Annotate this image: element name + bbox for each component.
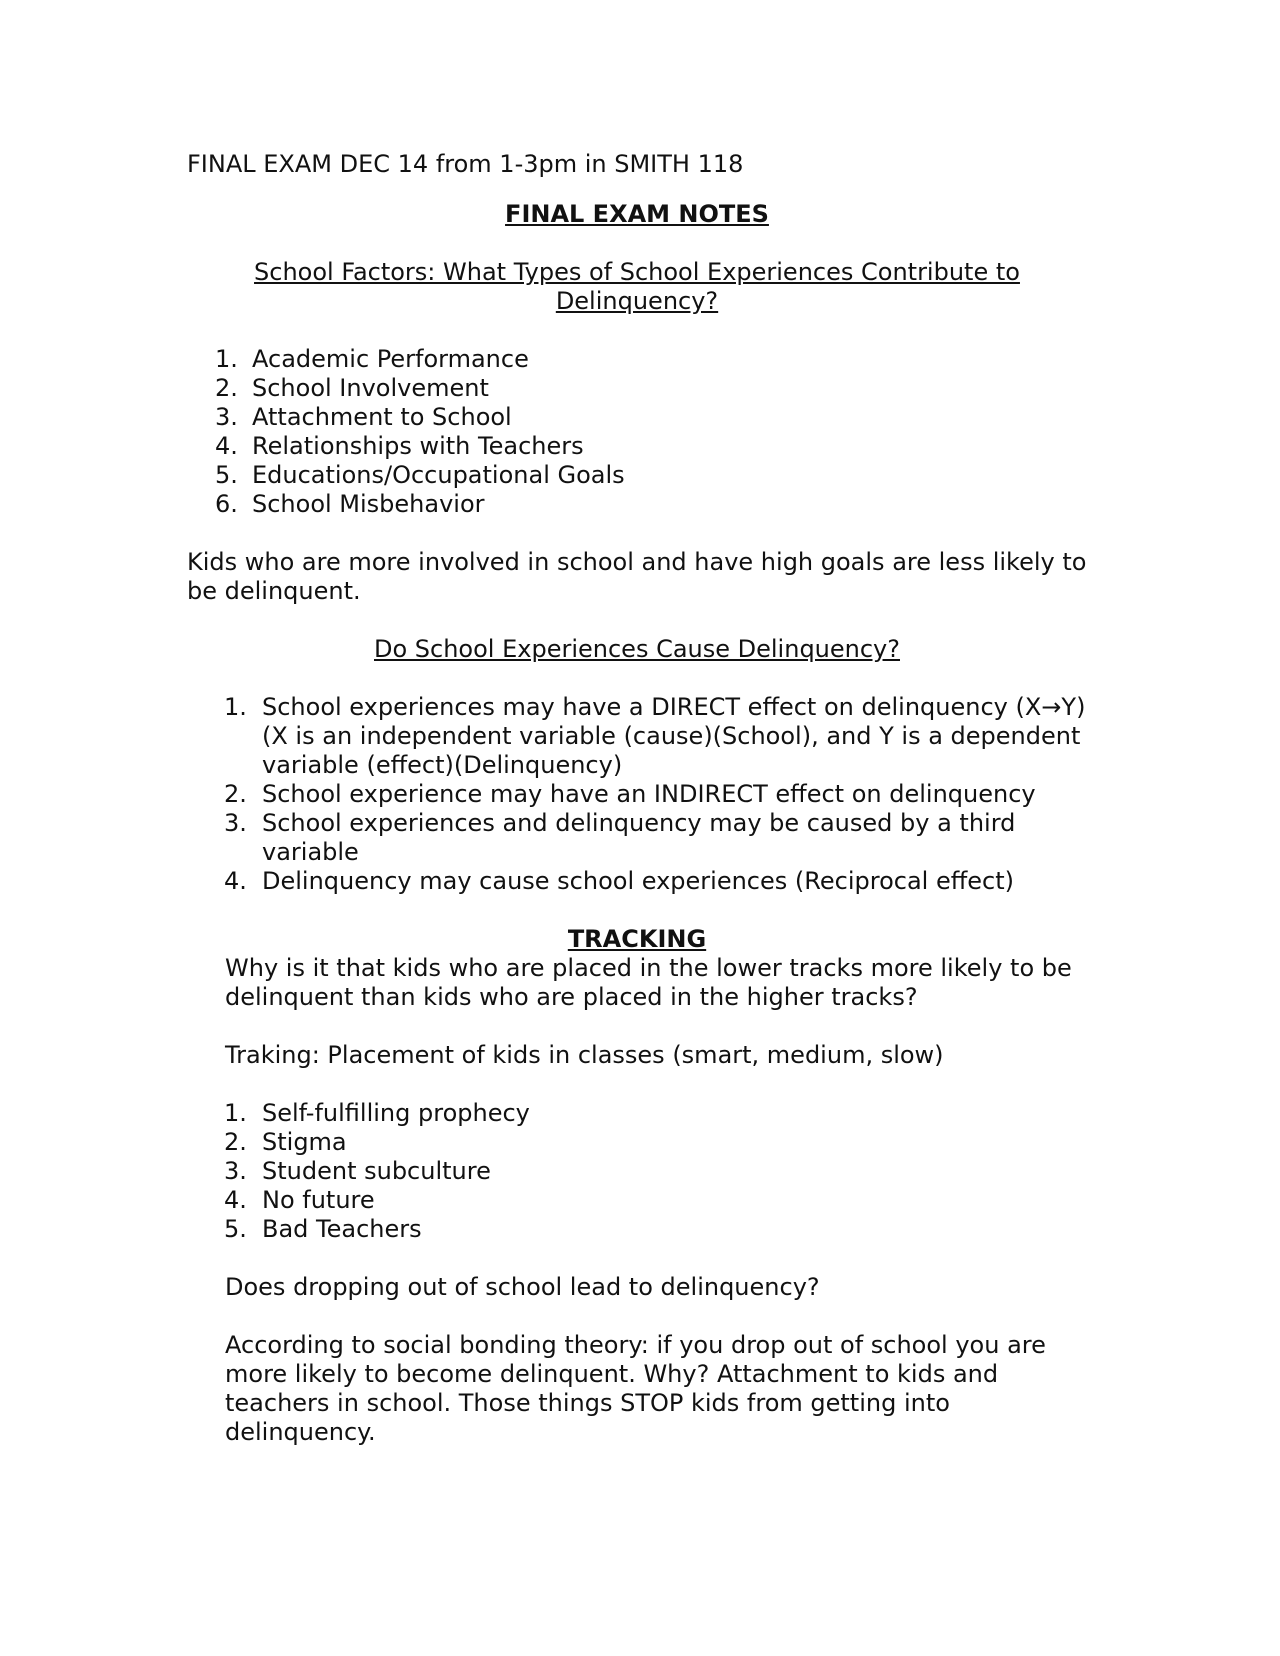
tracking-list	[187, 1099, 1087, 1244]
list-text: School Misbehavior	[252, 490, 485, 518]
list-number: 2.	[224, 1128, 247, 1156]
tracking-question: Why is it that kids who are placed in the lower tracks more likely to be delinquent than kids who are placed in the higher tracks?	[225, 954, 1072, 1011]
list-item	[224, 1215, 1087, 1244]
list-item	[224, 780, 1087, 809]
list-number: 4.	[224, 1186, 247, 1214]
cause-heading: Do School Experiences Cause Delinquency?	[374, 635, 900, 663]
tracking-section	[225, 954, 1087, 1070]
cause-list	[187, 693, 1087, 896]
list-number: 1.	[224, 1099, 247, 1127]
list-text: School Involvement	[252, 374, 489, 402]
dropout-section	[225, 1273, 1087, 1447]
list-item	[224, 1099, 1087, 1128]
list-number: 5.	[224, 1215, 247, 1243]
list-item	[224, 1128, 1087, 1157]
list-item	[215, 490, 1087, 519]
document-page	[187, 150, 1087, 1447]
list-number: 4.	[224, 867, 247, 895]
list-item	[224, 1186, 1087, 1215]
list-text: Bad Teachers	[262, 1215, 422, 1243]
list-number: 3.	[224, 809, 247, 837]
list-item	[215, 403, 1087, 432]
list-number: 4.	[215, 432, 238, 460]
list-text: Attachment to School	[252, 403, 512, 431]
list-number: 2.	[224, 780, 247, 808]
list-text: No future	[262, 1186, 375, 1214]
list-number: 2.	[215, 374, 238, 402]
list-item	[224, 693, 1087, 780]
school-factors-list	[187, 345, 1087, 519]
school-factors-heading: School Factors: What Types of School Experiences Contribute to Delinquency?	[254, 258, 1020, 315]
list-text: School experience may have an INDIRECT effect on delinquency	[262, 780, 1036, 808]
list-text: Stigma	[262, 1128, 347, 1156]
list-item	[224, 1157, 1087, 1186]
tracking-definition: Traking: Placement of kids in classes (smart, medium, slow)	[225, 1041, 944, 1069]
list-number: 1.	[215, 345, 238, 373]
list-text: Relationships with Teachers	[252, 432, 584, 460]
list-text: School experiences and delinquency may be caused by a third variable	[262, 809, 1016, 866]
list-text: Academic Performance	[252, 345, 529, 373]
exam-date-line: FINAL EXAM DEC 14 from 1-3pm in SMITH 118	[187, 150, 744, 178]
dropout-question: Does dropping out of school lead to delinquency?	[225, 1273, 820, 1301]
list-text: Student subculture	[262, 1157, 491, 1185]
list-text: Delinquency may cause school experiences (Reciprocal effect)	[262, 867, 1014, 895]
list-number: 5.	[215, 461, 238, 489]
list-text: Educations/Occupational Goals	[252, 461, 625, 489]
notes-title: FINAL EXAM NOTES	[505, 200, 769, 228]
tracking-title: TRACKING	[567, 925, 707, 953]
list-item	[215, 345, 1087, 374]
list-item	[215, 374, 1087, 403]
list-item	[215, 432, 1087, 461]
list-text: Self-fulfilling prophecy	[262, 1099, 530, 1127]
list-number: 1.	[224, 693, 247, 721]
list-item	[215, 461, 1087, 490]
list-item	[224, 809, 1087, 867]
list-number: 6.	[215, 490, 238, 518]
list-text: School experiences may have a DIRECT effect on delinquency (X→Y) (X is an independent variable (cause)(School), and Y is a dependent variable (effect)(Delinquency)	[262, 693, 1086, 779]
list-number: 3.	[224, 1157, 247, 1185]
list-item	[224, 867, 1087, 896]
social-bonding-paragraph: According to social bonding theory: if you drop out of school you are more likely to become delinquent. Why? Attachment to kids and teachers in school. Those things STOP kids from getting into delinquency.	[225, 1331, 1046, 1446]
school-factors-summary: Kids who are more involved in school and have high goals are less likely to be delinquent.	[187, 548, 1087, 605]
list-number: 3.	[215, 403, 238, 431]
